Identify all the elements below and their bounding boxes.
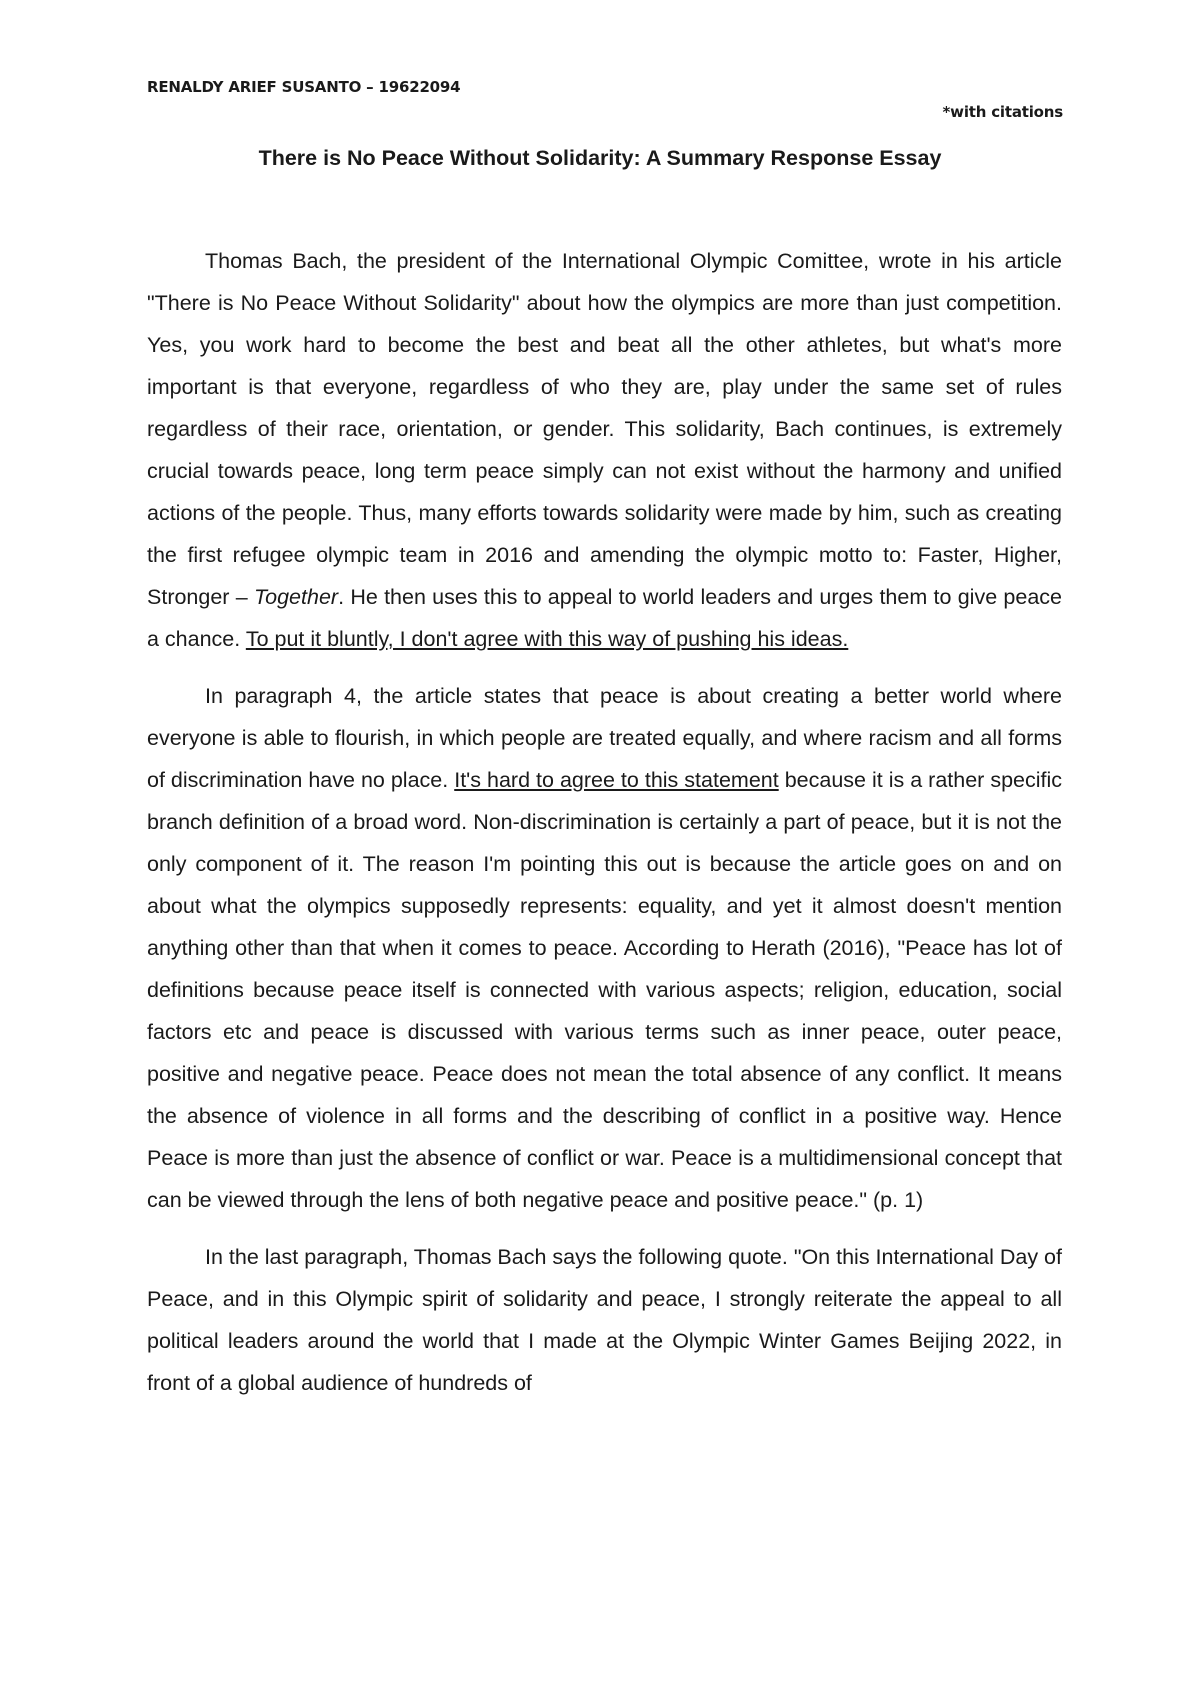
paragraph-2 [147,675,1062,1221]
paragraph-1 [147,240,1062,660]
paragraph-1-text-cont: . He then uses this to appeal to world leaders and urges them to give peace a chance. [147,585,1062,651]
author-line: RENALDY ARIEF SUSANTO – 19622094 [147,78,461,96]
paragraph-2-text-cont: because it is a rather specific branch definition of a broad word. Non-discrimination is certainly a part of peace, but it is not the only component of it. The reason I'm pointing this out is because the article goes on and on about what the olympics supposedly represents: equality, and yet it almost doesn't mention anything other than that when it comes to peace. According to Herath (2016), "Peace has lot of definitions because peace itself is connected with various aspects; religion, education, social factors etc and peace is discussed with various terms such as inner peace, outer peace, positive and negative peace. Peace does not mean the total absence of any conflict. It means the absence of violence in all forms and the describing of conflict in a positive way. Hence Peace is more than just the absence of conflict or war. Peace is a multidimensional concept that can be viewed through the lens of both negative peace and positive peace." (p. 1) [147,768,1063,1212]
paragraph-3-text: In the last paragraph, Thomas Bach says the following quote. "On this International Day of Peace, and in this Olympic spirit of solidarity and peace, I strongly reiterate the appeal to all political leaders around the world that I made at the Olympic Winter Games Beijing 2022, in front of a global audience of hundreds of [147,1245,1062,1395]
paragraph-3 [147,1236,1062,1404]
claim-underlined: It's hard to agree to this statement [454,768,779,792]
thesis-underlined: To put it bluntly, I don't agree with this way of pushing his ideas. [245,627,849,651]
italic-together: Together [253,585,339,609]
essay-body [147,240,1062,1419]
paragraph-1-text: Thomas Bach, the president of the International Olympic Comittee, wrote in his article "There is No Peace Without Solidarity" about how the olympics are more than just competition. Yes, you work hard to become the best and beat all the other athletes, but what's more important is that everyone, regardless of who they are, play under the same set of rules regardless of their race, orientation, or gender. This solidarity, Bach continues, is extremely crucial towards peace, long term peace simply can not exist without the harmony and unified actions of the people. Thus, many efforts towards solidarity were made by him, such as creating the first refugee olympic team in 2016 and amending the olympic motto to: Faster, Higher, Stronger – [147,249,1062,609]
citation-note: *with citations [942,103,1063,121]
paragraph-2-text: In paragraph 4, the article states that peace is about creating a better world where everyone is able to flourish, in which people are treated equally, and where racism and all forms of discrimination have no place. [147,684,1062,792]
essay-title: There is No Peace Without Solidarity: A Summary Response Essay [258,146,942,170]
